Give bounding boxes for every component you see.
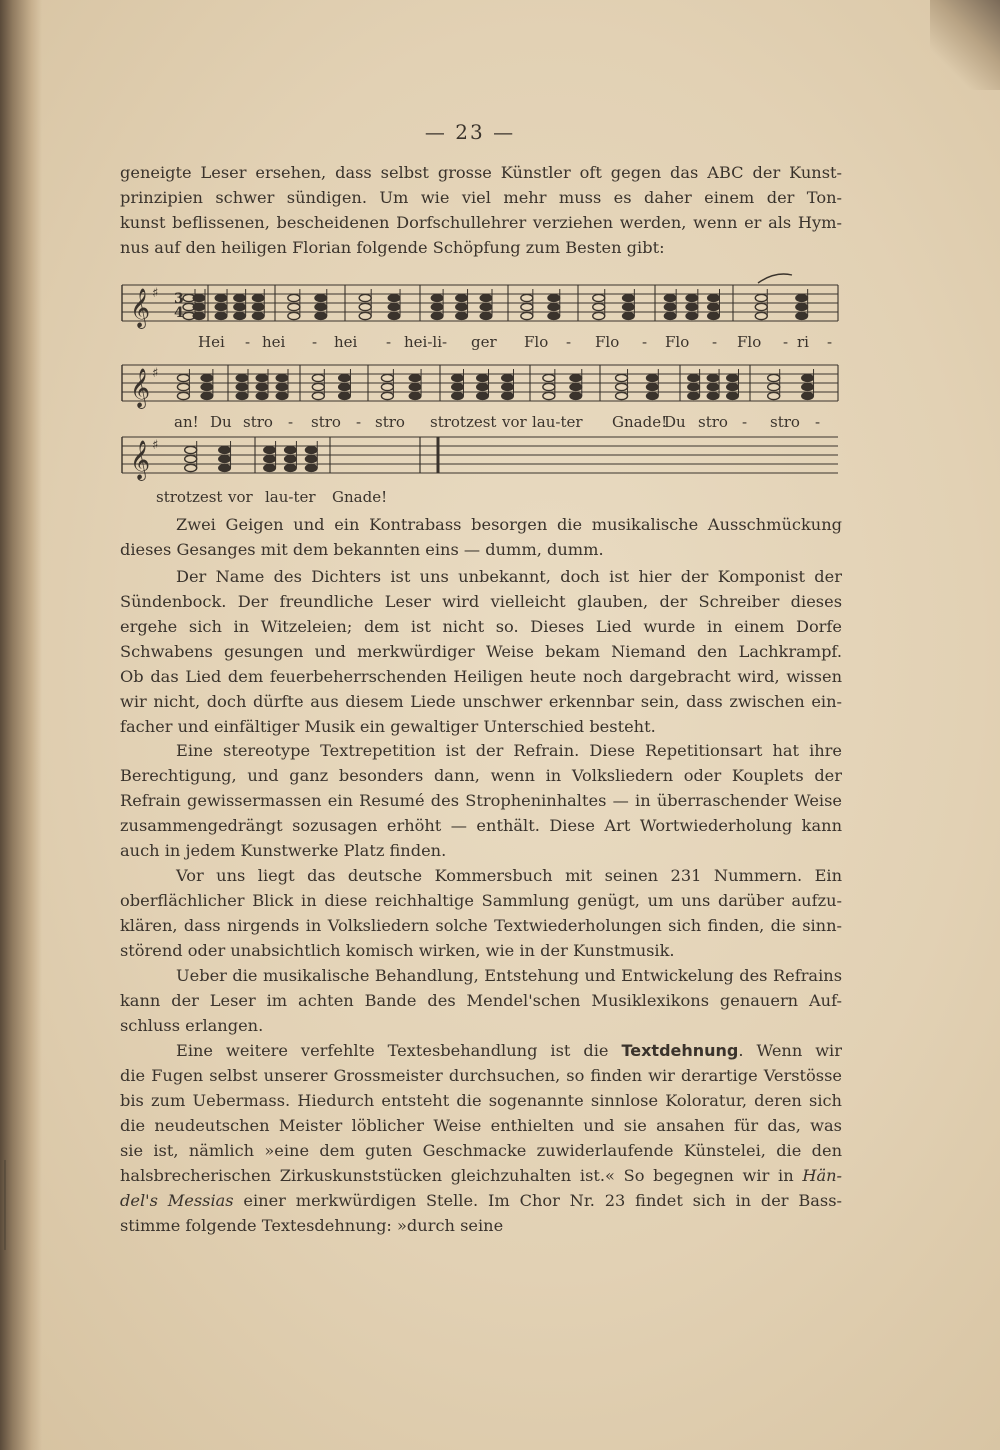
text-line: die Fugen selbst unserer Grossmeister durchsuchen, so finden wir derartige Verstösse: [120, 1066, 842, 1085]
note-head: [276, 374, 288, 381]
note-head: [236, 383, 248, 390]
lyric-syllable: -: [827, 333, 833, 351]
note-head: [480, 303, 492, 310]
note-head: [686, 303, 698, 310]
text-line: Zwei Geigen und ein Kontrabass besorgen die musikalische Ausschmückung: [176, 515, 842, 534]
note-head: [768, 383, 780, 390]
note-head: [521, 303, 533, 310]
note-head: [264, 446, 276, 453]
note-head: [234, 294, 246, 301]
lyric-syllable: stro: [698, 413, 728, 431]
lyric-syllable: ger: [471, 333, 497, 351]
note-head: [409, 374, 421, 381]
note-head: [359, 294, 371, 301]
lyric-syllable: -: [312, 333, 318, 351]
note-head: [480, 312, 492, 319]
paragraph-refrain: [120, 738, 842, 863]
lyric-syllable: Hei: [198, 333, 225, 351]
note-head: [593, 312, 605, 319]
text-line: prinzipien schwer sündigen. Um wie viel mehr muss es daher einem der Ton-: [120, 188, 842, 207]
note-head: [252, 294, 264, 301]
note-head: [201, 383, 213, 390]
note-head: [616, 374, 628, 381]
note-head: [284, 446, 296, 453]
note-head: [802, 374, 814, 381]
note-head: [802, 392, 814, 399]
note-head: [215, 294, 227, 301]
note-head: [616, 392, 628, 399]
note-head: [276, 392, 288, 399]
note-head: [431, 312, 443, 319]
note-head: [543, 392, 555, 399]
note-head: [256, 383, 268, 390]
note-head: [177, 383, 189, 390]
note-head: [177, 374, 189, 381]
note-head: [315, 294, 327, 301]
note-head: [570, 383, 582, 390]
text-line: bis zum Uebermass. Hiedurch entsteht die sogenannte sinnlose Koloratur, deren sich: [120, 1091, 842, 1110]
text-line: auch in jedem Kunstwerke Platz finden.: [120, 841, 447, 860]
note-head: [456, 294, 468, 301]
note-head: [755, 312, 767, 319]
note-head: [622, 303, 634, 310]
note-head: [219, 464, 231, 471]
note-head: [664, 303, 676, 310]
note-head: [548, 312, 560, 319]
treble-clef-icon: 𝄞: [130, 440, 151, 480]
lyric-syllable: Du: [210, 413, 232, 431]
note-head: [312, 374, 324, 381]
text-italic: del's Messias: [120, 1191, 234, 1210]
text-line: facher und einfältiger Musik ein gewaltiger Unterschied besteht.: [120, 717, 656, 736]
text-line: Refrain gewissermassen ein Resumé des Stropheninhaltes — in überraschender Weise: [120, 791, 842, 810]
note-head: [477, 383, 489, 390]
paragraph-mendel: [120, 963, 842, 1038]
note-head: [312, 383, 324, 390]
note-head: [477, 374, 489, 381]
note-head: [543, 383, 555, 390]
text-line: Ueber die musikalische Behandlung, Entstehung und Entwickelung des Refrains: [176, 966, 842, 985]
note-head: [456, 303, 468, 310]
treble-clef-icon: 𝄞: [130, 368, 151, 408]
paragraph-kommersbuch: [120, 863, 842, 963]
note-head: [727, 383, 739, 390]
lyric-syllable: -: [712, 333, 718, 351]
text-line: [120, 1163, 842, 1188]
text-line: sie ist, nämlich »eine dem guten Geschmacke zuwiderlaufende Künstelei, die den: [120, 1141, 842, 1160]
lyric-syllable: Flo: [524, 333, 549, 351]
lyric-syllable: lau-ter: [532, 413, 583, 431]
text-line: stimme folgende Textesdehnung: »durch seine: [120, 1216, 504, 1235]
note-head: [570, 392, 582, 399]
note-head: [193, 303, 205, 310]
lyric-syllable: -: [356, 413, 362, 431]
slur-mark: [758, 274, 792, 283]
text-line: die neudeutschen Meister löblicher Weise enthielten und sie ansahen für das, was: [120, 1116, 842, 1135]
note-head: [452, 392, 464, 399]
note-head: [305, 455, 317, 462]
paragraph-poet: [120, 564, 842, 739]
text-segment: Eine weitere verfehlte Textesbehandlung ist die: [176, 1041, 609, 1060]
note-head: [381, 383, 393, 390]
note-head: [708, 312, 720, 319]
margin-mark: [4, 1160, 20, 1250]
text-line: Vor uns liegt das deutsche Kommersbuch mit seinen 231 Nummern. Ein: [176, 866, 842, 885]
note-head: [755, 294, 767, 301]
lyric-syllable: an!: [174, 413, 199, 431]
page-corner-shadow: [930, 0, 1000, 90]
note-head: [381, 374, 393, 381]
note-head: [548, 294, 560, 301]
note-head: [727, 374, 739, 381]
text-line: Schwabens gesungen und merkwürdiger Weise bekam Niemand den Lachkrampf.: [120, 642, 842, 661]
text-line: wir nicht, doch dürfte aus diesem Liede unschwer erkennbar sein, dass zwischen ein-: [120, 692, 842, 711]
note-head: [409, 383, 421, 390]
note-head: [480, 294, 492, 301]
text-line: Der Name des Dichters ist uns unbekannt, doch ist hier der Komponist der: [176, 567, 842, 586]
text-line: oberflächlicher Blick in diese reichhaltige Sammlung genügt, um uns darüber aufzu-: [120, 891, 842, 910]
music-score: [0, 265, 1000, 525]
note-head: [256, 374, 268, 381]
note-head: [264, 455, 276, 462]
note-head: [359, 312, 371, 319]
note-head: [755, 303, 767, 310]
note-head: [688, 392, 700, 399]
sharp-icon: ♯: [152, 438, 159, 453]
note-head: [768, 392, 780, 399]
note-head: [593, 294, 605, 301]
note-head: [708, 303, 720, 310]
lyric-syllable: hei-li-: [404, 333, 448, 351]
note-head: [727, 392, 739, 399]
sharp-icon: ♯: [152, 366, 159, 381]
paragraph-intro: [120, 160, 842, 260]
note-head: [388, 303, 400, 310]
note-head: [234, 303, 246, 310]
lyric-syllable: -: [783, 333, 789, 351]
note-head: [452, 374, 464, 381]
note-head: [409, 392, 421, 399]
note-head: [252, 303, 264, 310]
lyric-syllable: -: [642, 333, 648, 351]
note-head: [431, 303, 443, 310]
note-head: [664, 312, 676, 319]
paragraph-textdehnung: [120, 1038, 842, 1238]
lyric-syllable: strotzest: [430, 413, 497, 431]
lyric-syllable: -: [288, 413, 294, 431]
note-head: [315, 303, 327, 310]
note-head: [264, 464, 276, 471]
page-number: — 23 —: [424, 120, 516, 144]
note-head: [622, 294, 634, 301]
note-head: [215, 312, 227, 319]
note-head: [338, 383, 350, 390]
text-line: geneigte Leser ersehen, dass selbst grosse Künstler oft gegen das ABC der Kunst-: [120, 163, 842, 182]
text-line: störend oder unabsichtlich komisch wirken, wie in der Kunstmusik.: [120, 941, 675, 960]
note-head: [185, 455, 197, 462]
note-head: [686, 294, 698, 301]
text-line: klären, dass nirgends in Volksliedern solche Textwiederholungen sich finden, die sinn-: [120, 916, 842, 935]
text-line: kunst beflissenen, bescheidenen Dorfschullehrer verziehen werden, wenn er als Hym-: [120, 213, 842, 232]
note-head: [288, 303, 300, 310]
lyric-syllable: stro: [311, 413, 341, 431]
text-line: [120, 1188, 842, 1213]
note-head: [664, 294, 676, 301]
text-line: Berechtigung, und ganz besonders dann, wenn in Volksliedern oder Kouplets der: [120, 766, 842, 785]
note-head: [193, 312, 205, 319]
note-head: [502, 392, 514, 399]
note-head: [452, 383, 464, 390]
lyric-syllable: lau-ter: [265, 488, 316, 506]
note-head: [215, 303, 227, 310]
time-signature-top: 3: [174, 291, 184, 307]
lyric-syllable: Flo: [595, 333, 620, 351]
note-head: [646, 374, 658, 381]
note-head: [688, 374, 700, 381]
term-textdehnung: Textdehnung: [621, 1041, 739, 1060]
paragraph-accompaniment: [120, 512, 842, 562]
note-head: [686, 312, 698, 319]
text-line: kann der Leser im achten Bande des Mendel'schen Musiklexikons genauern Auf-: [120, 991, 842, 1010]
lyric-syllable: Flo: [737, 333, 762, 351]
lyric-syllable: strotzest: [156, 488, 223, 506]
note-head: [521, 294, 533, 301]
note-head: [305, 464, 317, 471]
note-head: [256, 392, 268, 399]
note-head: [359, 303, 371, 310]
note-head: [502, 383, 514, 390]
text-italic: Hän-: [802, 1166, 842, 1185]
note-head: [284, 455, 296, 462]
note-head: [201, 374, 213, 381]
lyric-syllable: Gnade!: [612, 413, 668, 431]
note-head: [234, 312, 246, 319]
note-head: [802, 383, 814, 390]
note-head: [252, 312, 264, 319]
note-head: [796, 303, 808, 310]
note-head: [177, 392, 189, 399]
note-head: [388, 312, 400, 319]
lyric-syllable: -: [245, 333, 251, 351]
lyric-syllable: stro: [375, 413, 405, 431]
note-head: [688, 383, 700, 390]
text-line: ergehe sich in Witzeleien; dem ist nicht so. Dieses Lied wurde in einem Dorfe: [120, 617, 842, 636]
note-head: [646, 392, 658, 399]
time-signature-bottom: 4: [174, 305, 184, 321]
note-head: [315, 312, 327, 319]
note-head: [431, 294, 443, 301]
note-head: [543, 374, 555, 381]
note-head: [219, 446, 231, 453]
text-line: Sündenbock. Der freundliche Leser wird vielleicht glauben, der Schreiber dieses: [120, 592, 842, 611]
note-head: [236, 392, 248, 399]
lyric-syllable: stro: [243, 413, 273, 431]
note-head: [796, 294, 808, 301]
note-head: [502, 374, 514, 381]
note-head: [338, 374, 350, 381]
lyric-syllable: stro: [770, 413, 800, 431]
note-head: [521, 312, 533, 319]
note-head: [185, 446, 197, 453]
lyric-syllable: -: [386, 333, 392, 351]
note-head: [381, 392, 393, 399]
note-head: [707, 392, 719, 399]
treble-clef-icon: 𝄞: [130, 288, 151, 328]
lyric-syllable: hei: [334, 333, 358, 351]
text-segment: . Wenn wir: [738, 1041, 842, 1060]
lyric-syllable: -: [566, 333, 572, 351]
note-head: [622, 312, 634, 319]
lyric-syllable: Gnade!: [332, 488, 388, 506]
note-head: [288, 312, 300, 319]
text-line: dieses Gesanges mit dem bekannten eins — dumm, dumm.: [120, 540, 604, 559]
note-head: [219, 455, 231, 462]
text-line: nus auf den heiligen Florian folgende Schöpfung zum Besten gibt:: [120, 238, 665, 257]
note-head: [708, 294, 720, 301]
lyric-syllable: vor: [228, 488, 253, 506]
text-line: [120, 1038, 842, 1063]
note-head: [768, 374, 780, 381]
note-head: [548, 303, 560, 310]
note-head: [288, 294, 300, 301]
note-head: [185, 464, 197, 471]
text-line: Eine stereotype Textrepetition ist der Refrain. Diese Repetitionsart hat ihre: [176, 741, 842, 760]
note-head: [796, 312, 808, 319]
text-segment: einer merkwürdigen Stelle. Im Chor Nr. 23 findet sich in der Bass-: [243, 1191, 842, 1210]
lyric-syllable: Flo: [665, 333, 690, 351]
lyric-syllable: Du: [664, 413, 686, 431]
lyric-syllable: -: [815, 413, 821, 431]
sharp-icon: ♯: [152, 286, 159, 301]
note-head: [646, 383, 658, 390]
note-head: [707, 383, 719, 390]
note-head: [193, 294, 205, 301]
lyric-syllable: hei: [262, 333, 286, 351]
text-line: zusammengedrängt sozusagen erhöht — enthält. Diese Art Wortwiederholung kann: [120, 816, 842, 835]
lyric-syllable: vor: [502, 413, 527, 431]
note-head: [477, 392, 489, 399]
note-head: [338, 392, 350, 399]
note-head: [616, 383, 628, 390]
note-head: [284, 464, 296, 471]
note-head: [456, 312, 468, 319]
text-line: schluss erlangen.: [120, 1016, 264, 1035]
note-head: [236, 374, 248, 381]
note-head: [570, 374, 582, 381]
note-head: [593, 303, 605, 310]
lyric-syllable: ri: [797, 333, 809, 351]
note-head: [276, 383, 288, 390]
note-head: [201, 392, 213, 399]
note-head: [305, 446, 317, 453]
note-head: [312, 392, 324, 399]
lyric-syllable: -: [742, 413, 748, 431]
note-head: [707, 374, 719, 381]
text-segment: halsbrecherischen Zirkuskunststücken gleichzuhalten ist.« So begegnen wir in: [120, 1166, 794, 1185]
note-head: [388, 294, 400, 301]
text-line: Ob das Lied dem feuerbeherrschenden Heiligen heute noch dargebracht wird, wissen: [120, 667, 842, 686]
